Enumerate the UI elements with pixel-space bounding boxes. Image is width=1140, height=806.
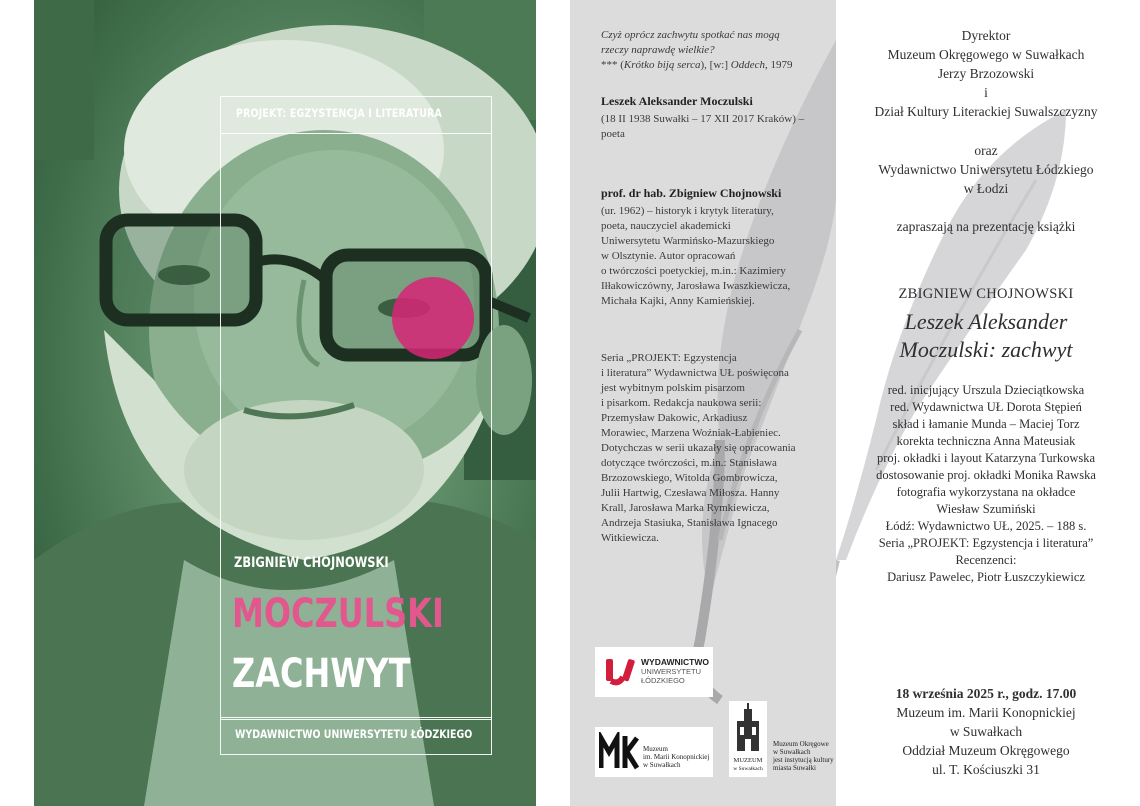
book-cover xyxy=(34,0,536,806)
cover-series-label: PROJEKT: EGZYSTENCJA I LITERATURA xyxy=(236,106,442,120)
author-bio-line: (ur. 1962) – historyk i krytyk literatury, xyxy=(601,205,774,217)
book-author: ZBIGNIEW CHOJNOWSKI xyxy=(898,286,1074,302)
mk-logo-icon xyxy=(599,732,639,772)
invite-line: Muzeum Okręgowego w Suwałkach xyxy=(887,47,1085,62)
ul-logo-line1: WYDAWNICTWO xyxy=(641,657,709,667)
publisher-logo xyxy=(595,647,713,697)
quote-line-1: Czyż oprócz zachwytu spotkać nas mogą xyxy=(601,29,780,41)
author-block xyxy=(601,186,823,309)
series-desc-line: Przemysław Dakowic, Arkadiusz xyxy=(601,412,748,424)
credit-line: Wiesław Szumiński xyxy=(936,502,1036,516)
invitation-panel xyxy=(836,0,1140,806)
author-bio xyxy=(601,204,823,309)
series-desc-line: Brzozowskiego, Witolda Gombrowicza, xyxy=(601,472,778,484)
invite-line: i xyxy=(984,85,988,100)
series-desc-line: Witkiewicza. xyxy=(601,532,659,544)
author-bio-line: Uniwersytetu Warmińsko-Mazurskiego xyxy=(601,235,775,247)
event-place-line: Oddział Muzeum Okręgowego xyxy=(902,743,1070,758)
cover-author-name: ZBIGNIEW CHOJNOWSKI xyxy=(234,555,389,571)
event-date: 18 września 2025 r., godz. 17.00 xyxy=(895,686,1077,701)
author-bio-line: Iłłakowiczówny, Jarosława Iwaszkiewicza, xyxy=(601,280,791,292)
credit-line: Recenzenci: xyxy=(955,553,1017,567)
book-title-line2: Moczulski: zachwyt xyxy=(899,337,1073,362)
series-desc-line: Julii Hartwig, Czesława Miłosza. Hanny xyxy=(601,487,780,499)
author-bio-line: w Olsztynie. Autor opracowań xyxy=(601,250,736,262)
quote-source-book: Oddech xyxy=(730,59,765,71)
invite-host xyxy=(836,26,1136,121)
invite-line: Jerzy Brzozowski xyxy=(937,66,1035,81)
quote-source-title: Krótko biją serca xyxy=(623,59,701,71)
author-name: prof. dr hab. Zbigniew Chojnowski xyxy=(601,186,782,200)
quote-source xyxy=(601,58,823,73)
cover-title-line1: MOCZULSKI xyxy=(232,591,444,637)
subject-name: Leszek Aleksander Moczulski xyxy=(601,94,753,108)
ul-logo-text xyxy=(641,658,709,685)
invite-line: Dział Kultury Literackiej Suwalszczyzny xyxy=(874,104,1098,119)
series-desc-line: i literatura” Wydawnictwa UŁ poświęcona xyxy=(601,367,789,379)
book-title-line1: Leszek Aleksander xyxy=(904,309,1068,334)
museum-logo-sub: w Suwałkach xyxy=(733,766,763,772)
event-place xyxy=(836,703,1136,779)
ul-logo-line2: UNIWERSYTETU xyxy=(641,667,701,676)
middle-panel xyxy=(570,0,836,806)
quote-source-year: , 1979 xyxy=(764,59,793,71)
quote-line-2: rzeczy naprawdę wielkie? xyxy=(601,44,715,56)
subject-bio-2: poeta xyxy=(601,128,625,140)
credit-line: fotografia wykorzystana na okładce xyxy=(896,485,1076,499)
series-desc-line: Seria „PROJEKT: Egzystencja xyxy=(601,352,737,364)
mk-logo-line2: im. Marii Konopnickiej xyxy=(643,753,710,761)
subject-bio-1: (18 II 1938 Suwałki – 17 XII 2017 Kraków) – xyxy=(601,113,805,125)
mk-logo-line3: w Suwałkach xyxy=(643,761,681,769)
series-desc-line: Andrzeja Stasiuka, Stanisława Ignacego xyxy=(601,517,778,529)
ul-logo-line3: ŁÓDZKIEGO xyxy=(641,676,685,685)
museum-note-line: miasta Suwałki xyxy=(773,764,816,772)
credit-line: proj. okładki i layout Katarzyna Turkowska xyxy=(876,451,1096,465)
epigraph-quote xyxy=(601,28,823,73)
series-desc-line: i pisarkom. Redakcja naukowa serii: xyxy=(601,397,762,409)
series-desc-line: jest wybitnym polskim pisarzom xyxy=(601,382,745,394)
museum-logo-word: MUZEUM xyxy=(733,757,763,764)
author-bio-line: poeta, nauczyciel akademicki xyxy=(601,220,731,232)
museum-note-line: jest instytucją kultury xyxy=(773,756,834,764)
series-desc-line: Krall, Jarosława Marka Rymkiewicza, xyxy=(601,502,770,514)
museum-logo-text xyxy=(729,757,767,773)
cover-publisher: WYDAWNICTWO UNIWERSYTETU ŁÓDZKIEGO xyxy=(235,727,473,741)
credit-line: red. Wydawnictwa UŁ Dorota Stępień xyxy=(890,400,1082,414)
author-bio-line: o twórczości poetyckiej, m.in.: Kazimiery xyxy=(601,265,786,277)
mk-logo-text xyxy=(643,745,709,769)
museum-konopnicka-logo xyxy=(595,727,713,777)
subject-block xyxy=(601,94,823,142)
invite-copartner xyxy=(836,141,1136,198)
museum-note xyxy=(773,740,835,772)
oraz-line: Wydawnictwo Uniwersytetu Łódzkiego xyxy=(878,162,1094,177)
museum-note-line: w Suwałkach xyxy=(773,748,811,756)
event-place-line: w Suwałkach xyxy=(949,724,1023,739)
series-desc-line: dotyczące twórczości, m.in.: Stanisława xyxy=(601,457,777,469)
series-desc-line: Morawiec, Marzena Woźniak-Łabieniec. xyxy=(601,427,781,439)
cover-title-line2: ZACHWYT xyxy=(232,651,411,697)
museum-district-logo xyxy=(729,701,767,777)
credit-line: skład i łamanie Munda – Maciej Torz xyxy=(892,417,1080,431)
event-place-line: ul. T. Kościuszki 31 xyxy=(932,762,1040,777)
ul-logo-icon xyxy=(603,655,637,689)
quote-source-mid: ), [w:] xyxy=(700,59,731,71)
credit-line: korekta techniczna Anna Mateusiak xyxy=(896,434,1076,448)
museum-note-line: Muzeum Okręgowe xyxy=(773,740,829,748)
invite-phrase: zapraszają na prezentację książki xyxy=(896,219,1076,234)
quote-source-prefix: *** ( xyxy=(601,59,624,71)
series-desc-line: Dotychczas w serii ukazały się opracowania xyxy=(601,442,796,454)
mk-logo-line1: Muzeum xyxy=(643,745,668,753)
oraz-line: oraz xyxy=(974,143,998,158)
credit-line: Seria „PROJEKT: Egzystencja i literatura” xyxy=(878,536,1094,550)
credit-line: red. inicjujący Urszula Dzieciątkowska xyxy=(887,383,1085,397)
series-description xyxy=(601,351,823,546)
event-place-line: Muzeum im. Marii Konopnickiej xyxy=(896,705,1076,720)
invite-line: Dyrektor xyxy=(961,28,1011,43)
credit-line: Łódź: Wydawnictwo UŁ, 2025. – 188 s. xyxy=(885,519,1087,533)
author-bio-line: Michała Kajki, Anny Kamieńskiej. xyxy=(601,295,755,307)
oraz-line: w Łodzi xyxy=(963,181,1009,196)
credit-line: Dariusz Pawelec, Piotr Łuszczykiewicz xyxy=(887,570,1085,584)
credit-line: dostosowanie proj. okładki Monika Rawska xyxy=(876,468,1096,482)
book-credits xyxy=(836,382,1136,586)
museum-building-icon xyxy=(729,703,767,755)
